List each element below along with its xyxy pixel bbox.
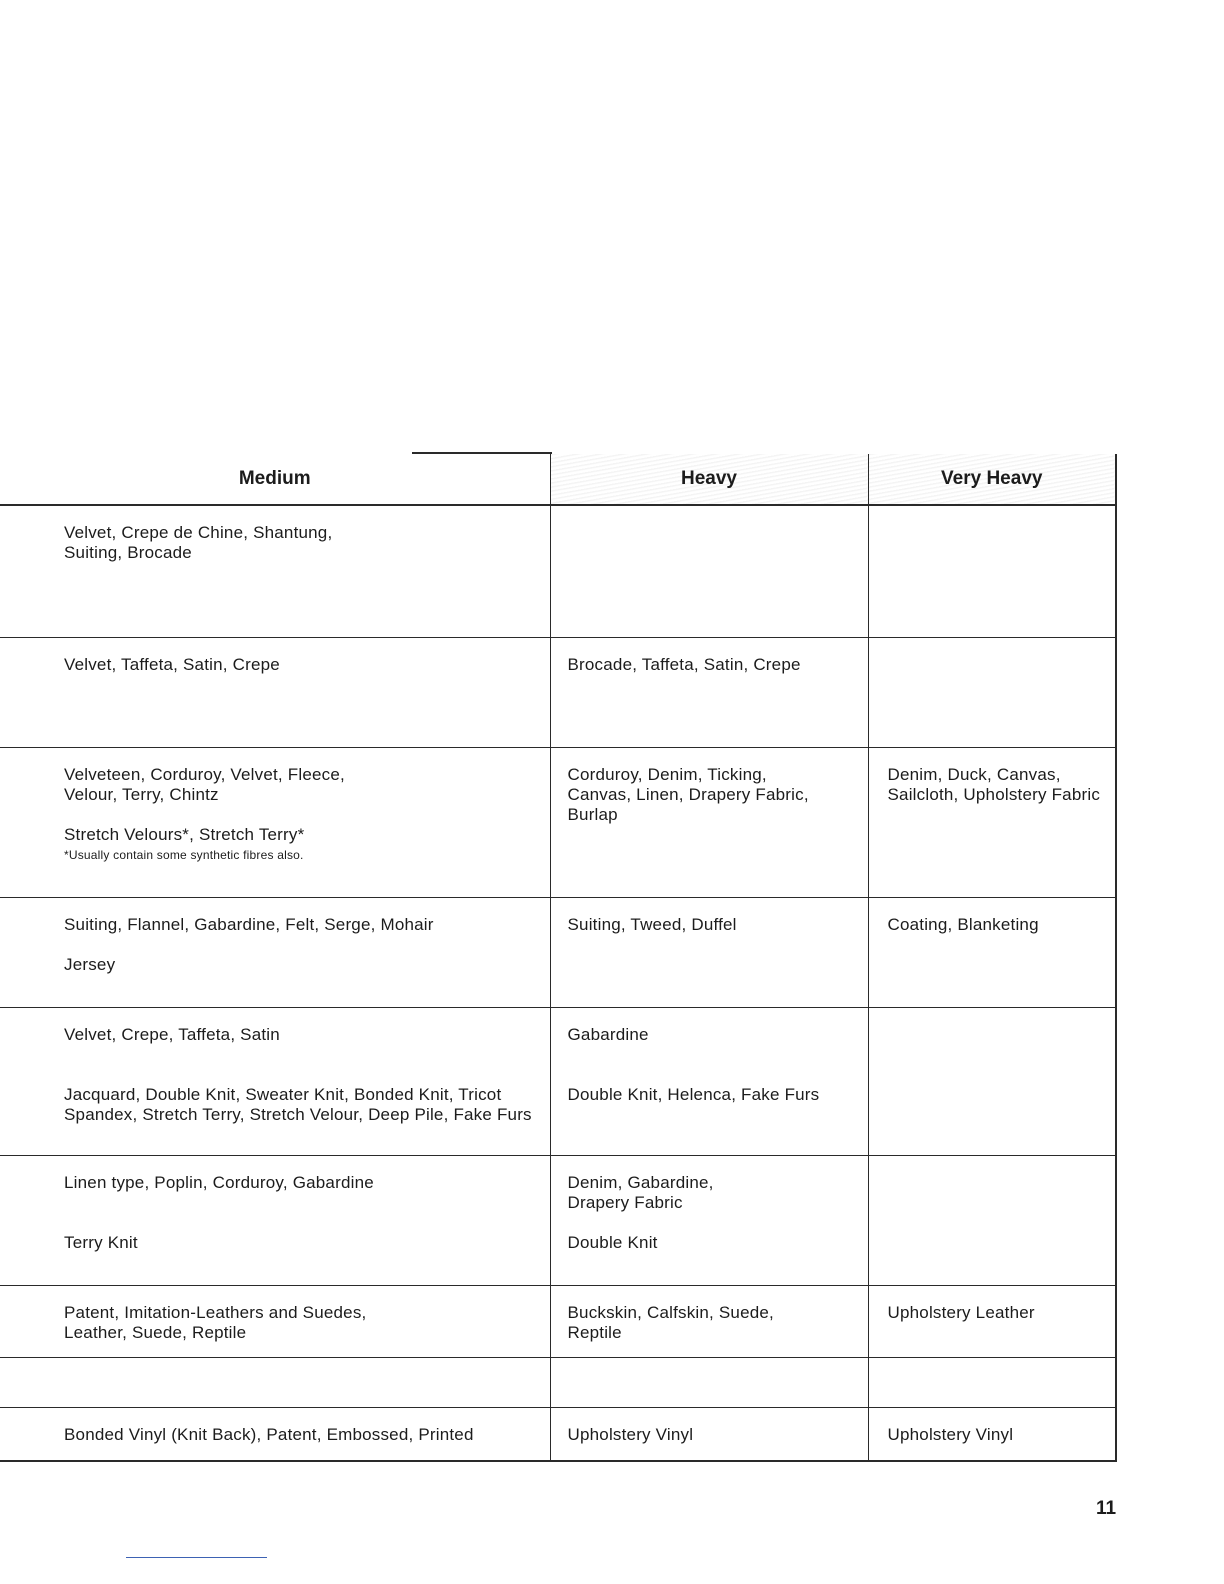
fabric-list-line: Velour, Terry, Chintz <box>64 784 219 804</box>
cell-very-heavy <box>868 1285 1116 1357</box>
cell-heavy <box>550 1007 868 1155</box>
fabric-list-line: Leather, Suede, Reptile <box>64 1322 247 1342</box>
fabric-list-line: Double Knit <box>567 1232 658 1252</box>
table-row <box>0 747 1116 897</box>
fabric-list-line: Brocade, Taffeta, Satin, Crepe <box>567 654 801 674</box>
table-row <box>0 1357 1116 1407</box>
fabric-list-line: Velveteen, Corduroy, Velvet, Fleece, <box>64 764 345 784</box>
fabric-list-line: Stretch Velours*, Stretch Terry* <box>64 824 305 844</box>
cell-heavy <box>550 1285 868 1357</box>
fabric-list-line: Drapery Fabric <box>567 1192 683 1212</box>
cell-medium <box>0 1007 550 1155</box>
fabric-list-line: Upholstery Vinyl <box>887 1424 1014 1444</box>
cell-very-heavy <box>868 1007 1116 1155</box>
cell-heavy <box>550 1357 868 1407</box>
cell-very-heavy <box>868 897 1116 1007</box>
header-medium: Medium <box>0 454 550 505</box>
footer-rule <box>126 1557 267 1558</box>
line-gap <box>64 1213 550 1233</box>
fabric-list-line: Upholstery Leather <box>887 1302 1035 1322</box>
line-gap <box>64 935 550 955</box>
cell-medium <box>0 1155 550 1285</box>
cell-very-heavy <box>868 1155 1116 1285</box>
fabric-list-line: Jacquard, Double Knit, Sweater Knit, Bonded Knit, Tricot <box>64 1084 502 1104</box>
table-body <box>0 505 1116 1461</box>
cell-medium <box>0 1357 550 1407</box>
cell-heavy <box>550 1407 868 1461</box>
cell-heavy <box>550 747 868 897</box>
fabric-list-line: Buckskin, Calfskin, Suede, <box>567 1302 774 1322</box>
fabric-list-line: Spandex, Stretch Terry, Stretch Velour, Deep Pile, Fake Furs <box>64 1104 532 1124</box>
table-row <box>0 637 1116 747</box>
fabric-list-line: Linen type, Poplin, Corduroy, Gabardine <box>64 1172 374 1192</box>
fabric-list-line: Denim, Gabardine, <box>567 1172 714 1192</box>
fabric-list-line: Terry Knit <box>64 1232 138 1252</box>
header-very-heavy: Very Heavy <box>868 454 1116 505</box>
fabric-list-line: Suiting, Tweed, Duffel <box>567 914 737 934</box>
cell-heavy <box>550 1155 868 1285</box>
fabric-list-line: Upholstery Vinyl <box>567 1424 694 1444</box>
fabric-list-line: Reptile <box>567 1322 622 1342</box>
cell-medium <box>0 505 550 637</box>
line-gap <box>568 1065 868 1085</box>
fabric-weight-table <box>0 454 1117 1462</box>
cell-very-heavy <box>868 637 1116 747</box>
line-gap <box>64 1065 550 1085</box>
fabric-list-line: Gabardine <box>567 1024 649 1044</box>
line-gap <box>64 1045 550 1065</box>
line-gap <box>568 1045 868 1065</box>
cell-very-heavy <box>868 747 1116 897</box>
fabric-list-line: Double Knit, Helenca, Fake Furs <box>567 1084 820 1104</box>
cell-very-heavy <box>868 1407 1116 1461</box>
table-row <box>0 897 1116 1007</box>
table-row <box>0 1285 1116 1357</box>
fabric-list-line: Denim, Duck, Canvas, <box>887 764 1061 784</box>
fabric-list-line: Velvet, Crepe, Taffeta, Satin <box>64 1024 280 1044</box>
table-row <box>0 1407 1116 1461</box>
line-gap <box>64 805 550 825</box>
header-heavy: Heavy <box>550 454 868 505</box>
cell-very-heavy <box>868 505 1116 637</box>
cell-heavy <box>550 897 868 1007</box>
cell-very-heavy <box>868 1357 1116 1407</box>
cell-heavy <box>550 505 868 637</box>
fabric-list-line: Sailcloth, Upholstery Fabric <box>887 784 1101 804</box>
footnote: *Usually contain some synthetic fibres also. <box>64 847 304 862</box>
line-gap <box>568 1213 868 1233</box>
cell-medium <box>0 1285 550 1357</box>
fabric-list-line: Corduroy, Denim, Ticking, <box>567 764 767 784</box>
table-header-row <box>0 454 1116 505</box>
fabric-list-line: Velvet, Crepe de Chine, Shantung, <box>64 523 333 542</box>
fabric-list-line: Bonded Vinyl (Knit Back), Patent, Embossed, Printed <box>64 1424 474 1444</box>
cell-heavy <box>550 637 868 747</box>
fabric-list-line: Patent, Imitation-Leathers and Suedes, <box>64 1302 367 1322</box>
table-row <box>0 1155 1116 1285</box>
table-row <box>0 505 1116 637</box>
fabric-list-line: Jersey <box>64 954 116 974</box>
cell-medium <box>0 1407 550 1461</box>
fabric-list-line: Suiting, Flannel, Gabardine, Felt, Serge, Mohair <box>64 914 434 934</box>
fabric-list-line: Burlap <box>567 804 618 824</box>
fabric-list-line: Suiting, Brocade <box>64 543 192 562</box>
cell-medium <box>0 897 550 1007</box>
fabric-list-line: Canvas, Linen, Drapery Fabric, <box>567 784 809 804</box>
page-number: 11 <box>1096 1498 1117 1519</box>
line-gap <box>64 1193 550 1213</box>
fabric-list-line: Coating, Blanketing <box>887 914 1039 934</box>
cell-medium <box>0 747 550 897</box>
cell-medium <box>0 637 550 747</box>
fabric-list-line: Velvet, Taffeta, Satin, Crepe <box>64 654 280 674</box>
table-row <box>0 1007 1116 1155</box>
